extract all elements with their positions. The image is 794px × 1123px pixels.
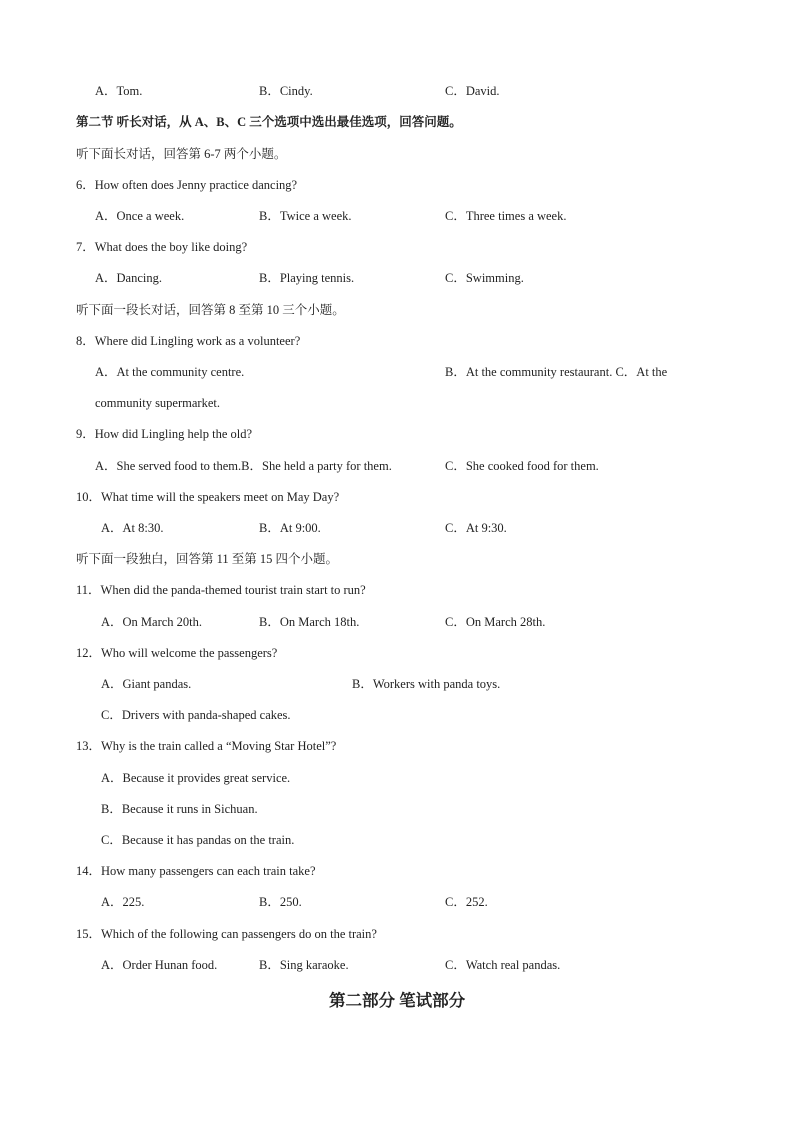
- q13-option-a: A．Because it provides great service.: [101, 771, 291, 785]
- q14-option-a: A．225.: [101, 895, 145, 909]
- instruction-8-10: 听下面一段长对话，回答第 8 至第 10 三个小题。: [76, 303, 345, 317]
- q7-option-c: C．Swimming.: [445, 271, 524, 285]
- part2-title: 第二部分 笔试部分: [328, 991, 466, 1010]
- section2-heading: 第二节 听长对话，从 A、B、C 三个选项中选出最佳选项，回答问题。: [76, 115, 462, 129]
- q13-option-c: C．Because it has pandas on the train.: [101, 833, 295, 847]
- q7-stem: 7．What does the boy like doing?: [76, 240, 248, 254]
- q6-option-a: A．Once a week.: [95, 209, 185, 223]
- q12-option-c: C．Drivers with panda-shaped cakes.: [101, 708, 291, 722]
- q10-option-b: B．At 9:00.: [259, 521, 321, 535]
- q15-option-a: A．Order Hunan food.: [101, 958, 218, 972]
- q11-option-a: A．On March 20th.: [101, 615, 203, 629]
- q9-stem: 9．How did Lingling help the old?: [76, 427, 253, 441]
- q12-stem: 12．Who will welcome the passengers?: [76, 646, 278, 660]
- q7-option-a: A．Dancing.: [95, 271, 162, 285]
- q8-option-c-continued: community supermarket.: [95, 396, 220, 410]
- q8-stem: 8．Where did Lingling work as a volunteer?: [76, 334, 301, 348]
- q13-option-b: B．Because it runs in Sichuan.: [101, 802, 258, 816]
- instruction-11-15: 听下面一段独白，回答第 11 至第 15 四个小题。: [76, 552, 339, 566]
- q14-option-b: B．250.: [259, 895, 302, 909]
- q7-option-b: B．Playing tennis.: [259, 271, 355, 285]
- q14-option-c: C．252.: [445, 895, 488, 909]
- q15-option-b: B．Sing karaoke.: [259, 958, 349, 972]
- q13-stem: 13．Why is the train called a “Moving Star Hotel”?: [76, 739, 337, 753]
- q12-option-a: A．Giant pandas.: [101, 677, 192, 691]
- q14-stem: 14．How many passengers can each train take?: [76, 864, 316, 878]
- q6-option-c: C．Three times a week.: [445, 209, 567, 223]
- q10-option-c: C．At 9:30.: [445, 521, 507, 535]
- q10-option-a: A．At 8:30.: [101, 521, 164, 535]
- q15-stem: 15．Which of the following can passengers do on the train?: [76, 927, 377, 941]
- q6-stem: 6．How often does Jenny practice dancing?: [76, 178, 298, 192]
- instruction-6-7: 听下面长对话，回答第 6-7 两个小题。: [76, 147, 287, 161]
- q10-stem: 10．What time will the speakers meet on May Day?: [76, 490, 340, 504]
- q11-stem: 11．When did the panda-themed tourist train start to run?: [76, 583, 366, 597]
- q9-option-c: C．She cooked food for them.: [445, 459, 599, 473]
- q6-option-b: B．Twice a week.: [259, 209, 352, 223]
- q5-option-a: A．Tom.: [95, 84, 143, 98]
- q12-option-b: B．Workers with panda toys.: [352, 677, 501, 691]
- q15-option-c: C．Watch real pandas.: [445, 958, 561, 972]
- q8-option-a: A．At the community centre.: [95, 365, 245, 379]
- q8-option-bc: B．At the community restaurant. C．At the: [445, 365, 668, 379]
- q11-option-c: C．On March 28th.: [445, 615, 546, 629]
- q5-option-b: B．Cindy.: [259, 84, 313, 98]
- q5-option-c: C．David.: [445, 84, 500, 98]
- q11-option-b: B．On March 18th.: [259, 615, 360, 629]
- q9-option-ab: A．She served food to them.B．She held a party for them.: [95, 459, 392, 473]
